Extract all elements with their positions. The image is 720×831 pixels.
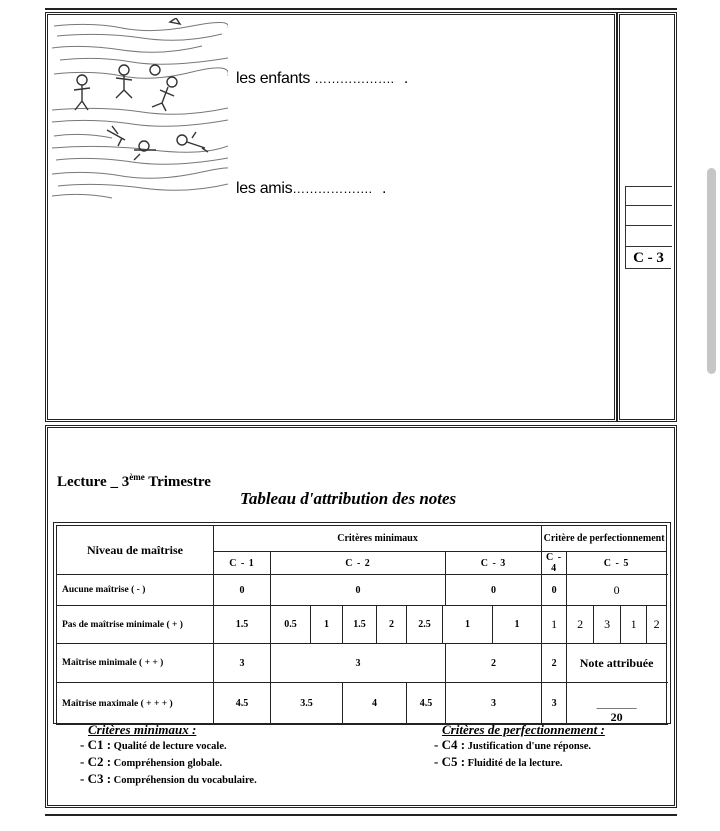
- legend-code: - C3 :: [80, 771, 112, 786]
- legend-text: Compréhension globale.: [113, 758, 223, 769]
- cell: 2: [647, 606, 667, 644]
- cell: 4.5: [407, 683, 446, 725]
- legend-item: [80, 737, 257, 754]
- cell: 4: [343, 683, 407, 725]
- header-level: [57, 526, 214, 575]
- score-box-label: [625, 247, 671, 269]
- legend-min-list: [80, 737, 257, 788]
- legend-min-title: Critères minimaux :: [88, 722, 197, 737]
- cell: 2: [446, 644, 542, 683]
- legend-perf-list: [434, 737, 591, 771]
- code-c3: C - 3: [446, 552, 542, 575]
- cell: 2: [542, 644, 567, 683]
- title-main: Lecture _ 3: [57, 474, 130, 490]
- cell: 2: [377, 606, 407, 644]
- line1-dots: ……………….: [314, 71, 394, 86]
- cell: 0: [567, 575, 667, 606]
- legend-perf-title: Critères de perfectionnement :: [442, 722, 605, 737]
- title-sup: ème: [129, 472, 145, 482]
- legend-item: [434, 754, 591, 771]
- legend-code: - C4 :: [434, 737, 466, 752]
- legend-item: [434, 737, 591, 754]
- criteria-min-text: Critères minimaux: [337, 533, 418, 544]
- row-label: Aucune maîtrise ( - ): [57, 575, 214, 606]
- cell: 2: [567, 606, 594, 644]
- legend-text: Qualité de lecture vocale.: [113, 741, 227, 752]
- score-box-2: [625, 205, 672, 226]
- line1-end: .: [403, 70, 409, 87]
- header-criteria-min: [214, 526, 542, 552]
- header-criteria-perf: [542, 526, 667, 552]
- criteria-perf-text: Critère de perfectionnement: [543, 533, 665, 544]
- row-label: Maîtrise maximale ( + + + ): [57, 683, 214, 725]
- cell: 1: [311, 606, 343, 644]
- scrollbar-thumb[interactable]: [707, 168, 716, 374]
- bottom-rule: [45, 814, 677, 816]
- cell: 1.5: [343, 606, 377, 644]
- grading-table: [56, 525, 667, 725]
- cell: 1.5: [214, 606, 271, 644]
- section-title: [57, 472, 211, 491]
- legend-code: - C1 :: [80, 737, 112, 752]
- cell: 1: [542, 606, 567, 644]
- cell: Note attribuée: [567, 644, 667, 683]
- cell: 0.5: [271, 606, 311, 644]
- cell: 3: [446, 683, 542, 725]
- cell: 3.5: [271, 683, 343, 725]
- cell: 0: [446, 575, 542, 606]
- legend-item: [80, 771, 257, 788]
- cell: 0: [271, 575, 446, 606]
- side-label-c3: C - 3: [633, 250, 664, 266]
- table-row: [57, 683, 667, 725]
- cell: 0: [214, 575, 271, 606]
- line2-end: .: [381, 180, 387, 197]
- cell: 3: [214, 644, 271, 683]
- line-les-amis: [236, 180, 386, 198]
- legend-text: Fluidité de la lecture.: [467, 758, 563, 769]
- row-label: Maîtrise minimale ( + + ): [57, 644, 214, 683]
- code-c5: C - 5: [567, 552, 667, 575]
- cell: 1: [493, 606, 542, 644]
- cell: 1: [443, 606, 493, 644]
- subtitle-text: Tableau d'attribution des notes: [240, 489, 457, 508]
- line-les-enfants: [236, 70, 408, 88]
- table-row: [57, 575, 667, 606]
- line1-text: les enfants: [236, 70, 311, 87]
- legend-code: - C2 :: [80, 754, 112, 769]
- score-box-1: [625, 186, 672, 206]
- note-cell: [567, 683, 667, 725]
- table-subtitle: [240, 489, 456, 509]
- note-blank: ________: [596, 699, 637, 710]
- code-c4: C - 4: [542, 552, 567, 575]
- code-c2: C - 2: [271, 552, 446, 575]
- code-c1: C - 1: [214, 552, 271, 575]
- cell: 3: [271, 644, 446, 683]
- cell: 0: [542, 575, 567, 606]
- cell: 1: [621, 606, 647, 644]
- cell: 3: [594, 606, 621, 644]
- table-row: [57, 606, 667, 644]
- cell: 4.5: [214, 683, 271, 725]
- legend-item: [80, 754, 257, 771]
- score-box-3: [625, 226, 672, 247]
- level-header-text: Niveau de maîtrise: [87, 542, 183, 557]
- legend-text: Compréhension du vocabulaire.: [113, 775, 257, 786]
- legend-text: Justification d'une réponse.: [467, 741, 592, 752]
- row-label: Pas de maîtrise minimale ( + ): [57, 606, 214, 644]
- children-playing-illustration: [52, 18, 228, 218]
- cell: 3: [542, 683, 567, 725]
- title-rest: Trimestre: [148, 474, 211, 490]
- line2-text: les amis: [236, 180, 293, 197]
- table-row: [57, 644, 667, 683]
- note-total: 20: [610, 710, 623, 724]
- legend-code: - C5 :: [434, 754, 466, 769]
- top-rule: [45, 8, 677, 10]
- cell: 2.5: [407, 606, 443, 644]
- line2-dots: ……………….: [292, 181, 372, 196]
